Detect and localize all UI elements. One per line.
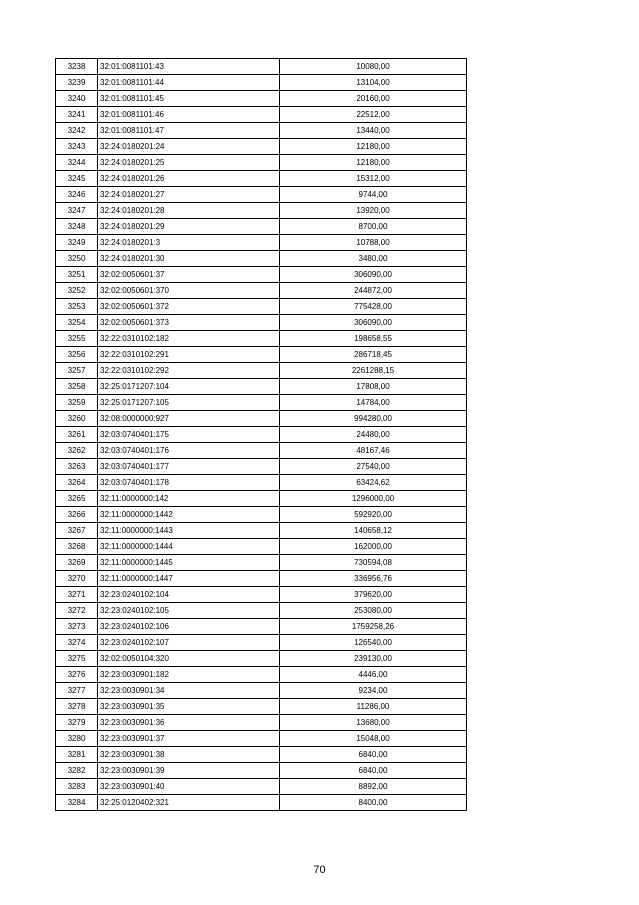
row-number-cell: 3276 bbox=[56, 667, 98, 683]
cadastral-number-cell: 32:24:0180201:26 bbox=[98, 171, 280, 187]
table-body bbox=[56, 59, 467, 811]
table-row bbox=[56, 491, 467, 507]
cadastral-number-cell: 32:01:0081101:44 bbox=[98, 75, 280, 91]
table-row bbox=[56, 107, 467, 123]
row-number-cell: 3279 bbox=[56, 715, 98, 731]
cadastral-number-cell: 32:23:0030901:36 bbox=[98, 715, 280, 731]
value-cell: 1759258,26 bbox=[280, 619, 467, 635]
table-row bbox=[56, 747, 467, 763]
table-row bbox=[56, 91, 467, 107]
cadastral-number-cell: 32:23:0030901:40 bbox=[98, 779, 280, 795]
table-row bbox=[56, 443, 467, 459]
table-row bbox=[56, 331, 467, 347]
table-row bbox=[56, 715, 467, 731]
table-row bbox=[56, 619, 467, 635]
row-number-cell: 3244 bbox=[56, 155, 98, 171]
cadastral-number-cell: 32:01:0081101:46 bbox=[98, 107, 280, 123]
row-number-cell: 3238 bbox=[56, 59, 98, 75]
cadastral-number-cell: 32:11:0000000:1443 bbox=[98, 523, 280, 539]
row-number-cell: 3248 bbox=[56, 219, 98, 235]
table-row bbox=[56, 635, 467, 651]
row-number-cell: 3273 bbox=[56, 619, 98, 635]
cadastral-number-cell: 32:24:0180201:30 bbox=[98, 251, 280, 267]
cadastral-number-cell: 32:08:0000000:927 bbox=[98, 411, 280, 427]
value-cell: 8400,00 bbox=[280, 795, 467, 811]
value-cell: 13680,00 bbox=[280, 715, 467, 731]
row-number-cell: 3255 bbox=[56, 331, 98, 347]
cadastral-number-cell: 32:11:0000000:1447 bbox=[98, 571, 280, 587]
cadastral-number-cell: 32:24:0180201:28 bbox=[98, 203, 280, 219]
value-cell: 14784,00 bbox=[280, 395, 467, 411]
value-cell: 994280,00 bbox=[280, 411, 467, 427]
table-row bbox=[56, 267, 467, 283]
table-row bbox=[56, 523, 467, 539]
value-cell: 13920,00 bbox=[280, 203, 467, 219]
cadastral-number-cell: 32:11:0000000:142 bbox=[98, 491, 280, 507]
cadastral-number-cell: 32:03:0740401:177 bbox=[98, 459, 280, 475]
cadastral-number-cell: 32:23:0030901:37 bbox=[98, 731, 280, 747]
row-number-cell: 3249 bbox=[56, 235, 98, 251]
cadastral-number-cell: 32:25:0171207:105 bbox=[98, 395, 280, 411]
cadastral-number-cell: 32:02:0050104:320 bbox=[98, 651, 280, 667]
value-cell: 15048,00 bbox=[280, 731, 467, 747]
cadastral-number-cell: 32:23:0240102:104 bbox=[98, 587, 280, 603]
row-number-cell: 3281 bbox=[56, 747, 98, 763]
cadastral-number-cell: 32:23:0030901:35 bbox=[98, 699, 280, 715]
value-cell: 63424,62 bbox=[280, 475, 467, 491]
table-row bbox=[56, 683, 467, 699]
cadastral-number-cell: 32:23:0030901:39 bbox=[98, 763, 280, 779]
row-number-cell: 3271 bbox=[56, 587, 98, 603]
cadastral-number-cell: 32:02:0050601:372 bbox=[98, 299, 280, 315]
table-row bbox=[56, 539, 467, 555]
row-number-cell: 3259 bbox=[56, 395, 98, 411]
table-row bbox=[56, 379, 467, 395]
table-row bbox=[56, 187, 467, 203]
cadastral-number-cell: 32:23:0240102:107 bbox=[98, 635, 280, 651]
row-number-cell: 3243 bbox=[56, 139, 98, 155]
table-row bbox=[56, 699, 467, 715]
table-row bbox=[56, 459, 467, 475]
value-cell: 730594,08 bbox=[280, 555, 467, 571]
row-number-cell: 3272 bbox=[56, 603, 98, 619]
value-cell: 306090,00 bbox=[280, 267, 467, 283]
row-number-cell: 3247 bbox=[56, 203, 98, 219]
table-row bbox=[56, 347, 467, 363]
cadastral-number-cell: 32:23:0030901:34 bbox=[98, 683, 280, 699]
table-row bbox=[56, 427, 467, 443]
row-number-cell: 3250 bbox=[56, 251, 98, 267]
value-cell: 775428,00 bbox=[280, 299, 467, 315]
value-cell: 6840,00 bbox=[280, 747, 467, 763]
value-cell: 17808,00 bbox=[280, 379, 467, 395]
row-number-cell: 3257 bbox=[56, 363, 98, 379]
table-row bbox=[56, 555, 467, 571]
row-number-cell: 3252 bbox=[56, 283, 98, 299]
row-number-cell: 3258 bbox=[56, 379, 98, 395]
value-cell: 9234,00 bbox=[280, 683, 467, 699]
value-cell: 140658,12 bbox=[280, 523, 467, 539]
value-cell: 13104,00 bbox=[280, 75, 467, 91]
row-number-cell: 3246 bbox=[56, 187, 98, 203]
cadastral-number-cell: 32:24:0180201:27 bbox=[98, 187, 280, 203]
table-row bbox=[56, 155, 467, 171]
table-row bbox=[56, 475, 467, 491]
table-row bbox=[56, 411, 467, 427]
table-row bbox=[56, 203, 467, 219]
value-cell: 27540,00 bbox=[280, 459, 467, 475]
row-number-cell: 3251 bbox=[56, 267, 98, 283]
cadastral-number-cell: 32:25:0120402:321 bbox=[98, 795, 280, 811]
cadastral-number-cell: 32:02:0050601:370 bbox=[98, 283, 280, 299]
cadastral-number-cell: 32:02:0050601:373 bbox=[98, 315, 280, 331]
value-cell: 379620,00 bbox=[280, 587, 467, 603]
cadastral-number-cell: 32:22:0310102:182 bbox=[98, 331, 280, 347]
row-number-cell: 3282 bbox=[56, 763, 98, 779]
table-row bbox=[56, 779, 467, 795]
table-row bbox=[56, 395, 467, 411]
row-number-cell: 3253 bbox=[56, 299, 98, 315]
cadastral-number-cell: 32:23:0240102:105 bbox=[98, 603, 280, 619]
value-cell: 3480,00 bbox=[280, 251, 467, 267]
table-row bbox=[56, 59, 467, 75]
table-row bbox=[56, 651, 467, 667]
value-cell: 9744,00 bbox=[280, 187, 467, 203]
value-cell: 126540,00 bbox=[280, 635, 467, 651]
value-cell: 22512,00 bbox=[280, 107, 467, 123]
value-cell: 1296000,00 bbox=[280, 491, 467, 507]
row-number-cell: 3242 bbox=[56, 123, 98, 139]
value-cell: 306090,00 bbox=[280, 315, 467, 331]
value-cell: 15312,00 bbox=[280, 171, 467, 187]
value-cell: 13440,00 bbox=[280, 123, 467, 139]
table-row bbox=[56, 363, 467, 379]
value-cell: 592920,00 bbox=[280, 507, 467, 523]
cadastral-number-cell: 32:24:0180201:25 bbox=[98, 155, 280, 171]
table-row bbox=[56, 139, 467, 155]
row-number-cell: 3270 bbox=[56, 571, 98, 587]
cadastral-number-cell: 32:24:0180201:24 bbox=[98, 139, 280, 155]
value-cell: 6840,00 bbox=[280, 763, 467, 779]
cadastral-number-cell: 32:01:0081101:45 bbox=[98, 91, 280, 107]
cadastral-number-cell: 32:03:0740401:175 bbox=[98, 427, 280, 443]
value-cell: 10788,00 bbox=[280, 235, 467, 251]
value-cell: 162000,00 bbox=[280, 539, 467, 555]
value-cell: 8892,00 bbox=[280, 779, 467, 795]
table-row bbox=[56, 283, 467, 299]
row-number-cell: 3265 bbox=[56, 491, 98, 507]
table-row bbox=[56, 571, 467, 587]
value-cell: 11286,00 bbox=[280, 699, 467, 715]
row-number-cell: 3260 bbox=[56, 411, 98, 427]
value-cell: 4446,00 bbox=[280, 667, 467, 683]
row-number-cell: 3263 bbox=[56, 459, 98, 475]
data-table bbox=[55, 58, 467, 811]
value-cell: 24480,00 bbox=[280, 427, 467, 443]
value-cell: 12180,00 bbox=[280, 139, 467, 155]
row-number-cell: 3274 bbox=[56, 635, 98, 651]
cadastral-number-cell: 32:24:0180201:29 bbox=[98, 219, 280, 235]
table-row bbox=[56, 795, 467, 811]
cadastral-number-cell: 32:24:0180201:3 bbox=[98, 235, 280, 251]
table-row bbox=[56, 763, 467, 779]
row-number-cell: 3268 bbox=[56, 539, 98, 555]
table-row bbox=[56, 251, 467, 267]
value-cell: 253080,00 bbox=[280, 603, 467, 619]
table-row bbox=[56, 299, 467, 315]
row-number-cell: 3256 bbox=[56, 347, 98, 363]
row-number-cell: 3262 bbox=[56, 443, 98, 459]
row-number-cell: 3254 bbox=[56, 315, 98, 331]
row-number-cell: 3275 bbox=[56, 651, 98, 667]
table-row bbox=[56, 603, 467, 619]
cadastral-number-cell: 32:23:0240102:106 bbox=[98, 619, 280, 635]
table-row bbox=[56, 171, 467, 187]
table-row bbox=[56, 667, 467, 683]
row-number-cell: 3278 bbox=[56, 699, 98, 715]
table-row bbox=[56, 235, 467, 251]
value-cell: 286718,45 bbox=[280, 347, 467, 363]
row-number-cell: 3264 bbox=[56, 475, 98, 491]
row-number-cell: 3283 bbox=[56, 779, 98, 795]
row-number-cell: 3240 bbox=[56, 91, 98, 107]
value-cell: 239130,00 bbox=[280, 651, 467, 667]
value-cell: 198658,55 bbox=[280, 331, 467, 347]
row-number-cell: 3280 bbox=[56, 731, 98, 747]
value-cell: 244872,00 bbox=[280, 283, 467, 299]
cadastral-number-cell: 32:03:0740401:178 bbox=[98, 475, 280, 491]
value-cell: 48167,46 bbox=[280, 443, 467, 459]
row-number-cell: 3267 bbox=[56, 523, 98, 539]
value-cell: 12180,00 bbox=[280, 155, 467, 171]
cadastral-number-cell: 32:01:0081101:47 bbox=[98, 123, 280, 139]
cadastral-number-cell: 32:02:0050601:37 bbox=[98, 267, 280, 283]
value-cell: 8700,00 bbox=[280, 219, 467, 235]
value-cell: 336956,76 bbox=[280, 571, 467, 587]
row-number-cell: 3245 bbox=[56, 171, 98, 187]
value-cell: 2261288,15 bbox=[280, 363, 467, 379]
cadastral-number-cell: 32:25:0171207:104 bbox=[98, 379, 280, 395]
table-row bbox=[56, 123, 467, 139]
cadastral-number-cell: 32:11:0000000:1444 bbox=[98, 539, 280, 555]
row-number-cell: 3266 bbox=[56, 507, 98, 523]
page-number: 70 bbox=[313, 864, 326, 876]
row-number-cell: 3284 bbox=[56, 795, 98, 811]
cadastral-number-cell: 32:03:0740401:176 bbox=[98, 443, 280, 459]
row-number-cell: 3269 bbox=[56, 555, 98, 571]
row-number-cell: 3261 bbox=[56, 427, 98, 443]
cadastral-number-cell: 32:22:0310102:291 bbox=[98, 347, 280, 363]
cadastral-number-cell: 32:23:0030901:182 bbox=[98, 667, 280, 683]
value-cell: 20160,00 bbox=[280, 91, 467, 107]
table-row bbox=[56, 315, 467, 331]
cadastral-number-cell: 32:23:0030901:38 bbox=[98, 747, 280, 763]
row-number-cell: 3239 bbox=[56, 75, 98, 91]
cadastral-number-cell: 32:11:0000000:1445 bbox=[98, 555, 280, 571]
value-cell: 10080,00 bbox=[280, 59, 467, 75]
cadastral-number-cell: 32:01:0081101:43 bbox=[98, 59, 280, 75]
table-row bbox=[56, 507, 467, 523]
row-number-cell: 3241 bbox=[56, 107, 98, 123]
table-row bbox=[56, 219, 467, 235]
table-row bbox=[56, 731, 467, 747]
table-row bbox=[56, 587, 467, 603]
cadastral-number-cell: 32:22:0310102:292 bbox=[98, 363, 280, 379]
table-row bbox=[56, 75, 467, 91]
cadastral-number-cell: 32:11:0000000:1442 bbox=[98, 507, 280, 523]
row-number-cell: 3277 bbox=[56, 683, 98, 699]
